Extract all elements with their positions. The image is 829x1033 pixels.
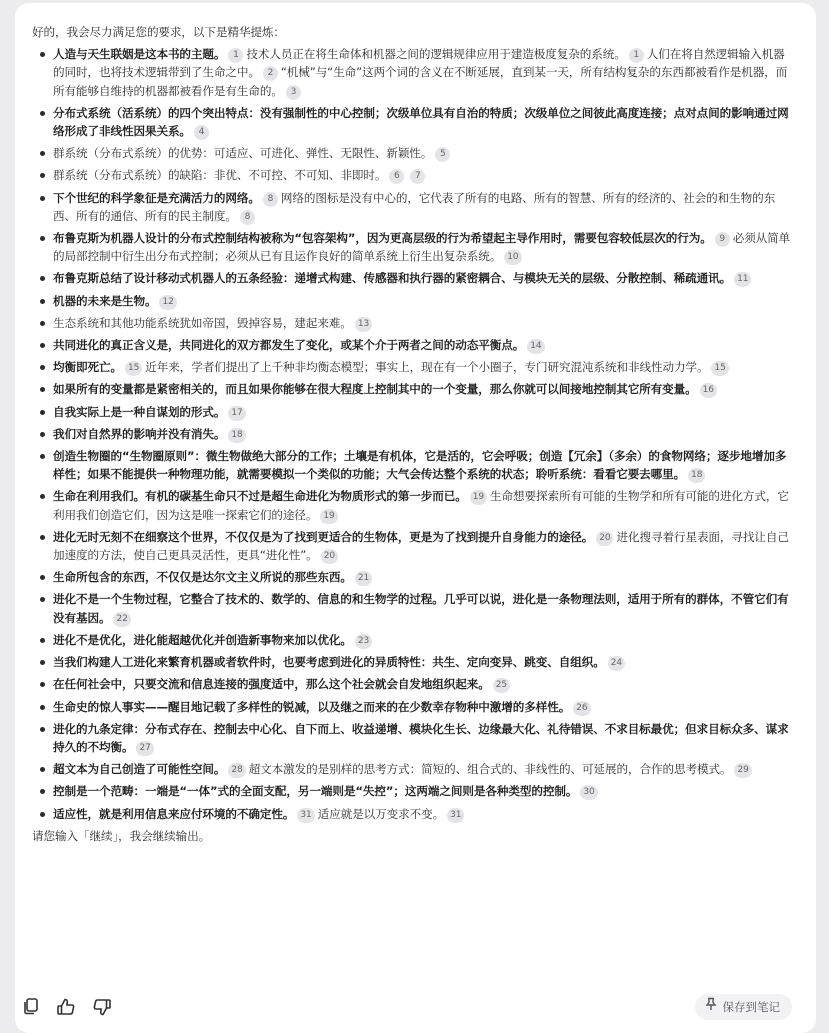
bold-text: 生命史的惊人事实——醒目地记载了多样性的锐减，以及继之而来的在少数幸存物种中激增的多样性。 bbox=[53, 699, 571, 714]
citation-badge[interactable]: 14 bbox=[527, 339, 544, 354]
bold-text: 我们对自然界的影响并没有消失。 bbox=[53, 426, 226, 441]
citation-badge[interactable]: 28 bbox=[228, 763, 245, 778]
list-item bbox=[32, 675, 792, 693]
citation-badge[interactable]: 15 bbox=[711, 361, 728, 376]
citation-badge[interactable]: 1 bbox=[228, 48, 243, 63]
citation-badge[interactable]: 17 bbox=[228, 406, 245, 421]
list-item bbox=[32, 760, 792, 778]
bold-text: 机器的未来是生物。 bbox=[53, 293, 157, 308]
citation-badge[interactable]: 21 bbox=[355, 571, 372, 586]
text: 生态系统和其他功能系统犹如帝国，毁掉容易，建起来难。 bbox=[53, 315, 352, 330]
text: 技术人员正在将生命体和机器之间的逻辑规律应用于建造极度复杂的系统。 bbox=[246, 47, 626, 62]
list-item bbox=[32, 631, 792, 649]
text: “机械”与“生命”这两个词的含义在不断延展，直到某一天，所有结构复杂的东西都被看作是机器，而所有能够自维持的机器都被看作是有生命的。 bbox=[53, 65, 788, 98]
text: 超文本激发的是别样的思考方式：简短的、组合式的、非线性的、可延展的，合作的思考模式。 bbox=[248, 762, 732, 777]
list-item bbox=[32, 403, 792, 421]
citation-badge[interactable]: 8 bbox=[240, 210, 255, 225]
citation-badge[interactable]: 19 bbox=[470, 490, 487, 505]
list-item bbox=[32, 782, 792, 800]
citation-badge[interactable]: 29 bbox=[734, 763, 751, 778]
citation-badge[interactable]: 4 bbox=[194, 125, 209, 140]
list-item bbox=[32, 720, 792, 756]
bold-text: 当我们构建人工进化来繁育机器或者软件时，也要考虑到进化的异质特性：共生、定向变异、跳变、自组织。 bbox=[53, 655, 605, 670]
save-to-notes-button[interactable] bbox=[695, 994, 793, 1020]
citation-badge[interactable]: 20 bbox=[596, 531, 613, 546]
bold-text: 进化无时无刻不在细察这个世界，不仅仅是为了找到更适合的生物体，更是为了找到提升自身能力的途径。 bbox=[53, 529, 594, 544]
citation-badge[interactable]: 9 bbox=[715, 232, 730, 247]
text: 生命想要探索所有可能的生物学和所有可能的进化方式，它利用我们创造它们，因为这是唯一探索它们的途径。 bbox=[53, 489, 789, 522]
bold-text: 均衡即死亡。 bbox=[53, 360, 122, 375]
text: 必须从简单的局部控制中衍生出分布式控制；必须从已有且运作良好的简单系统上衍生出复杂系统。 bbox=[53, 231, 791, 264]
text: 近年来，学者们提出了上千种非均衡态模型；事实上，现在有一个小圈子，专门研究混沌系统和非线性动力学。 bbox=[145, 360, 709, 375]
citation-badge[interactable]: 3 bbox=[286, 85, 301, 100]
bold-text: 生命在利用我们。有机的碳基生命只不过是超生命进化为物质形式的第一步而已。 bbox=[53, 489, 467, 504]
bold-text: 进化不是优化，进化能超越优化并创造新事物来加以优化。 bbox=[53, 632, 352, 647]
citation-badge[interactable]: 15 bbox=[125, 361, 142, 376]
citation-badge[interactable]: 8 bbox=[263, 192, 278, 207]
bold-text: 人造与天生联姻是这本书的主题。 bbox=[53, 47, 226, 62]
list-item bbox=[32, 104, 792, 140]
summary-list bbox=[32, 45, 792, 823]
bold-text: 进化的九条定律：分布式存在、控制去中心化、自下而上、收益递增、模块化生长、边缘最大化、礼待错误、不求目标最优；但求目标众多、谋求持久的不均衡。 bbox=[53, 721, 789, 754]
citation-badge[interactable]: 24 bbox=[608, 656, 625, 671]
citation-badge[interactable]: 22 bbox=[113, 612, 130, 627]
message-content bbox=[32, 23, 792, 845]
list-item bbox=[32, 487, 792, 523]
list-item bbox=[32, 336, 792, 354]
pin-icon bbox=[705, 994, 717, 1020]
citation-badge[interactable]: 2 bbox=[263, 66, 278, 81]
list-item bbox=[32, 358, 792, 376]
list-item bbox=[32, 653, 792, 671]
list-item bbox=[32, 166, 792, 184]
message-outro: 请您输入「继续」，我会继续输出。 bbox=[32, 828, 211, 843]
text: 群系统（分布式系统）的优势：可适应、可进化、弹性、无限性、新颖性。 bbox=[53, 146, 433, 161]
citation-badge[interactable]: 25 bbox=[493, 678, 510, 693]
list-item bbox=[32, 805, 792, 823]
list-item bbox=[32, 292, 792, 310]
list-item bbox=[32, 189, 792, 225]
list-item bbox=[32, 528, 792, 564]
bold-text: 适应性，就是利用信息来应付环境的不确定性。 bbox=[53, 806, 295, 821]
list-item bbox=[32, 45, 792, 100]
bold-text: 共同进化的真正含义是，共同进化的双方都发生了变化，或某个介于两者之间的动态平衡点。 bbox=[53, 338, 525, 353]
citation-badge[interactable]: 12 bbox=[159, 295, 176, 310]
citation-badge[interactable]: 20 bbox=[321, 549, 338, 564]
bold-text: 自我实际上是一种自谋划的形式。 bbox=[53, 404, 226, 419]
message-intro: 好的，我会尽力满足您的要求，以下是精华提炼： bbox=[32, 25, 285, 39]
citation-badge[interactable]: 11 bbox=[734, 272, 751, 287]
list-item bbox=[32, 380, 792, 398]
bold-text: 布鲁克斯为机器人设计的分布式控制结构被称为“包容架构”，因为更高层级的行为希望起主导作用时，需要包容较低层次的行为。 bbox=[53, 231, 712, 246]
bold-text: 分布式系统（活系统）的四个突出特点：没有强制性的中心控制；次级单位具有自治的特质；次级单位之间彼此高度连接；点对点间的影响通过网络形成了非线性因果关系。 bbox=[53, 105, 789, 139]
citation-badge[interactable]: 10 bbox=[504, 250, 521, 265]
bold-text: 进化不是一个生物过程，它整合了技术的、数学的、信息的和生物学的过程。几乎可以说，进化是一条物理法则，适用于所有的群体，不管它们有没有基因。 bbox=[53, 592, 789, 625]
text: 人们在将自然逻辑输入机器的同时，也将技术逻辑带到了生命之中。 bbox=[53, 47, 785, 80]
thumbs-up-icon[interactable] bbox=[56, 997, 76, 1017]
text: 群系统（分布式系统）的缺陷：非优、不可控、不可知、非即时。 bbox=[53, 168, 387, 183]
text: 适应就是以万变求不变。 bbox=[317, 806, 445, 821]
citation-badge[interactable]: 19 bbox=[320, 509, 337, 524]
citation-badge[interactable]: 31 bbox=[297, 808, 314, 823]
citation-badge[interactable]: 18 bbox=[228, 428, 245, 443]
bold-text: 布鲁克斯总结了设计移动式机器人的五条经验：递增式构建、传感器和执行器的紧密耦合、与模块无关的层级、分散控制、稀疏通讯。 bbox=[53, 271, 732, 286]
chat-message-card bbox=[15, 3, 816, 1033]
bold-text: 控制是一个范畴：一端是“一体”式的全面支配，另一端则是“失控”；这两端之间则是各种类型的控制。 bbox=[53, 784, 578, 799]
citation-badge[interactable]: 13 bbox=[355, 317, 372, 332]
list-item bbox=[32, 568, 792, 586]
citation-badge[interactable]: 6 bbox=[389, 169, 404, 184]
citation-badge[interactable]: 31 bbox=[447, 808, 464, 823]
list-item bbox=[32, 314, 792, 332]
citation-badge[interactable]: 1 bbox=[629, 48, 644, 63]
bold-text: 生命所包含的东西，不仅仅是达尔文主义所说的那些东西。 bbox=[53, 570, 352, 585]
list-item bbox=[32, 590, 792, 626]
list-item bbox=[32, 447, 792, 483]
list-item bbox=[32, 144, 792, 162]
bold-text: 在任何社会中，只要交流和信息连接的强度适中，那么这个社会就会自发地组织起来。 bbox=[53, 677, 490, 692]
citation-badge[interactable]: 27 bbox=[136, 741, 153, 756]
save-to-notes-label: 保存到笔记 bbox=[722, 1000, 780, 1014]
bold-text: 如果所有的变量都是紧密相关的，而且如果你能够在很大程度上控制其中的一个变量，那么你就可以间接地控制其它所有变量。 bbox=[53, 382, 697, 397]
list-item bbox=[32, 229, 792, 265]
message-action-bar bbox=[22, 997, 792, 1021]
citation-badge[interactable]: 7 bbox=[410, 169, 425, 184]
citation-badge[interactable]: 30 bbox=[580, 785, 597, 800]
thumbs-down-icon[interactable] bbox=[92, 997, 112, 1017]
citation-badge[interactable]: 23 bbox=[355, 634, 372, 649]
bold-text: 超文本为自己创造了可能性空间。 bbox=[53, 762, 226, 777]
list-item bbox=[32, 698, 792, 716]
text: 网络的图标是没有中心的，它代表了所有的电路、所有的智慧、所有的经济的、社会的和生物的东西、所有的通信、所有的民主制度。 bbox=[53, 190, 776, 223]
list-item bbox=[32, 425, 792, 443]
bold-text: 下个世纪的科学象征是充满活力的网络。 bbox=[53, 190, 260, 205]
bold-text: 创造生物圈的“生物圈原则”：微生物做绝大部分的工作；土壤是有机体，它是活的，它会呼吸；创造【冗余】（多余）的食物网络；逐步地增加多样性；如果不能提供一种物理功能，就需要模拟一个类似的功能；大气会传达整个系统的状态；聆听系统：看看它要去哪里。 bbox=[53, 449, 787, 482]
citation-badge[interactable]: 26 bbox=[573, 701, 590, 716]
copy-icon[interactable] bbox=[22, 997, 42, 1017]
text: 进化搜寻着行星表面，寻找让自己加速度的方法，使自己更具灵活性，更具“进化性”。 bbox=[53, 529, 789, 563]
citation-badge[interactable]: 18 bbox=[688, 468, 705, 483]
list-item bbox=[32, 269, 792, 287]
citation-badge[interactable]: 5 bbox=[435, 147, 450, 162]
citation-badge[interactable]: 16 bbox=[700, 383, 717, 398]
